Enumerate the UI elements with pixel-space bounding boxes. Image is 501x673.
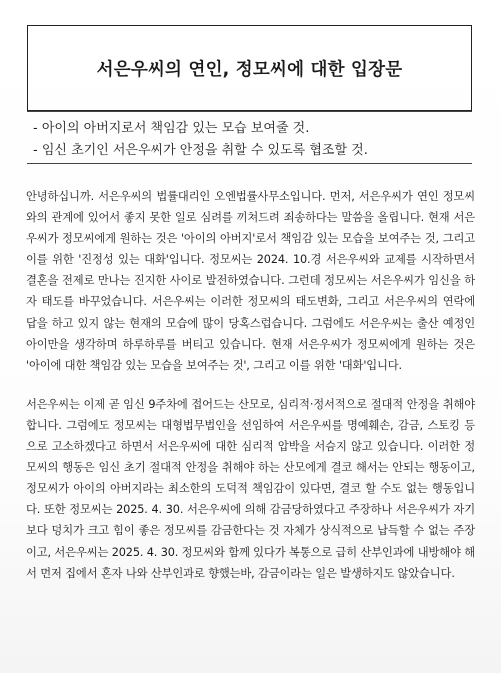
demand-item: - 아이의 아버지로서 책임감 있는 모습 보여줄 것. [33, 121, 310, 136]
demands-list [33, 118, 483, 162]
statement-paragraph: 서은우씨는 이제 곧 임신 9주차에 접어드는 산모로, 심리적·정서적으로 절대적 안정을 취해야 합니다. 그럼에도 정모씨는 대형법무법인을 선임하여 서은우씨를 명예훼손, 감금, 스토킹 등으로 고소하겠다고 하면서 서은우씨에 대한 심리적 압박을 서슴지 않고 있습니다. 이러한 정모씨의 행동은 임신 초기 절대적 안정을 취해야 하는 산모에게 결코 해서는 안되는 행동이고, 정모씨가 아이의 아버지라는 최소한의 도덕적 책임감이 있다면, 결코 할 수도 없는 행동입니다. 또한 정모씨는 2025. 4. 30. 서은우씨에 의해 감금당하였다고 주장하나 서은우씨가 자기보다 덩치가 크고 힘이 좋은 정모씨를 감금한다는 것 자체가 상식적으로 납득할 수 없는 주장이고, 서은우씨는 2025. 4. 30. 정모씨와 함께 있다가 복통으로 급히 산부인과에 내방해야 해서 먼저 집에서 혼자 나와 산부인과로 향했는바, 감금이라는 일은 발생하지도 않았습니다. [26, 397, 475, 580]
demand-item: - 임신 초기인 서은우씨가 안정을 취할 수 있도록 협조할 것. [33, 143, 368, 158]
bullets-top-rule [27, 111, 472, 112]
document-title: 서은우씨의 연인, 정모씨에 대한 입장문 [96, 59, 403, 80]
bullets-bottom-rule [27, 163, 472, 164]
statement-body [26, 186, 475, 584]
title-box [27, 25, 472, 111]
statement-paragraph: 안녕하십니까. 서은우씨의 법률대리인 오엔법률사무소입니다. 먼저, 서은우씨가 연인 정모씨와의 관계에 있어서 좋지 못한 일로 심려를 끼쳐드려 죄송하다는 말씀을 올립니다. 현재 서은우씨가 정모씨에게 원하는 것은 '아이의 아버지'로서 책임감 있는 모습을 보여주는 것, 그리고 이를 위한 '진정성 있는 대화'입니다. 정모씨는 2024. 10.경 서은우씨와 교제를 시작하면서 결혼을 전제로 만나는 진지한 사이로 발전하였습니다. 그런데 정모씨는 서은우씨가 임신을 하자 태도를 바꾸었습니다. 서은우씨는 이러한 정모씨의 태도변화, 그리고 서은우씨의 연락에 답을 하고 있지 않는 현재의 모습에 많이 당혹스럽습니다. 그럼에도 서은우씨는 출산 예정인 아이만을 생각하며 하루하루를 버티고 있습니다. 현재 서은우씨가 정모씨에게 원하는 것은 '아이에 대한 책임감 있는 모습을 보여주는 것', 그리고 이를 위한 '대화'입니다. [26, 190, 475, 372]
